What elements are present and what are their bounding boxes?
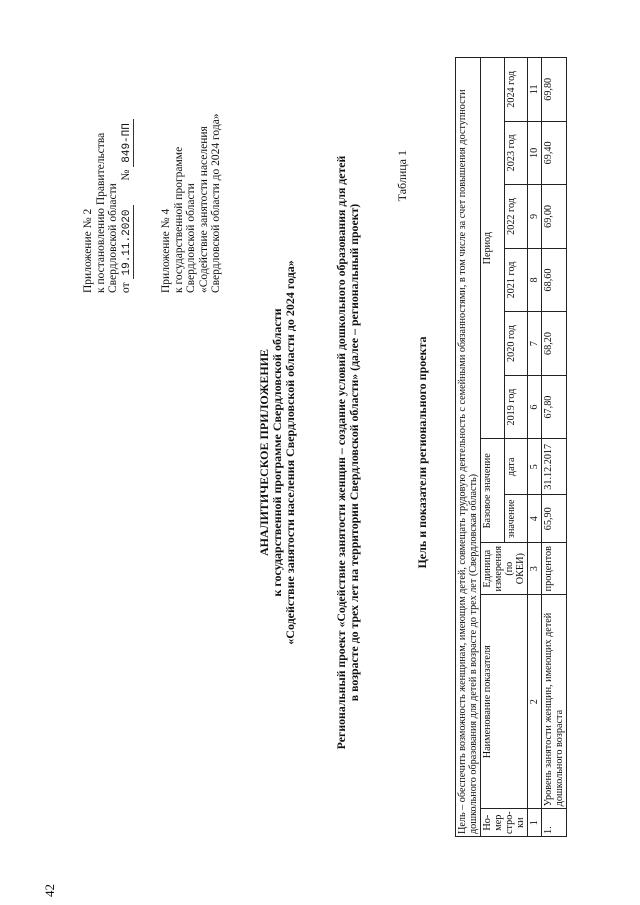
row-value: 67,80 — [542, 375, 567, 439]
table-label: Таблица 1 — [395, 150, 409, 202]
document-title — [258, 0, 297, 905]
header-unit: Единица измерения (по ОКЕИ) — [481, 543, 528, 595]
row-value: 69,80 — [542, 58, 567, 122]
header-period: Период — [481, 58, 505, 439]
column-number-row — [528, 58, 542, 837]
col-number: 8 — [528, 248, 542, 312]
header-base-date: дата — [504, 439, 528, 495]
title-line1: АНАЛИТИЧЕСКОЕ ПРИЛОЖЕНИЕ — [257, 349, 271, 557]
header-year: 2024 год — [504, 58, 528, 122]
row-name: Уровень занятости женщин, имеющих детей дошкольного возраста — [542, 595, 567, 809]
row-unit: процентов — [542, 543, 567, 595]
appendix-4-line3: Свердловской области — [185, 183, 197, 293]
col-number: 3 — [528, 543, 542, 595]
appendix-2-line1: Приложение № 2 — [82, 208, 94, 293]
col-number: 2 — [528, 595, 542, 809]
section-title: Цель и показатели регионального проекта — [415, 336, 429, 569]
appendix-2-block — [82, 119, 134, 293]
table-row — [542, 58, 567, 837]
title-line2: к государственной программе Свердловской области — [270, 308, 284, 597]
decree-date: 19.11.2020 — [121, 205, 134, 279]
title-line3: «Содействие занятости населения Свердловской области до 2024 года» — [283, 260, 297, 645]
row-value: 68,20 — [542, 312, 567, 376]
page-number: 42 — [42, 884, 57, 897]
col-number: 1 — [528, 809, 542, 837]
header-base-value: значение — [504, 495, 528, 543]
decree-number: 849-ПП — [121, 119, 134, 167]
appendix-2-date-line — [120, 119, 134, 293]
appendix-2-line3: Свердловской области — [107, 183, 119, 293]
col-number: 9 — [528, 185, 542, 249]
row-base-date: 31.12.2017 — [542, 439, 567, 495]
number-label: № — [119, 169, 132, 181]
header-year: 2023 год — [504, 121, 528, 185]
goal-cell: Цель – обеспечить возможность женщинам, имеющим детей, совмещать трудовую деятельность с семейными обязанностями, в том числе за счет повышения доступности дошкольного образования для детей в возрасте до трех лет (Свердловская область) — [456, 58, 481, 837]
project-line1: Региональный проект «Содействие занятости женщин – создание условий дошкольного образования для детей — [334, 155, 348, 750]
col-number: 11 — [528, 58, 542, 122]
appendix-4-line2: к государственной программе — [172, 146, 185, 293]
project-line2: в возрасте до трех лет на территории Свердловской области» (далее – региональный проект) — [347, 203, 361, 702]
appendix-4-line4: «Содействие занятости населения — [197, 126, 210, 293]
header-num: Но-мер стро-ки — [481, 809, 528, 837]
col-number: 6 — [528, 375, 542, 439]
row-value: 68,60 — [542, 248, 567, 312]
header-base: Базовое значение — [481, 439, 505, 543]
col-number: 4 — [528, 495, 542, 543]
indicators-table — [455, 57, 567, 837]
appendix-4-line1: Приложение № 4 — [160, 208, 172, 293]
row-num: 1. — [542, 809, 567, 837]
ot-label: от — [119, 282, 132, 293]
header-year: 2022 год — [504, 185, 528, 249]
header-year: 2019 год — [504, 375, 528, 439]
header-year: 2021 год — [504, 248, 528, 312]
appendix-4-line5: Свердловской области до 2024 года» — [210, 113, 222, 293]
row-value: 69,40 — [542, 121, 567, 185]
header-name: Наименование показателя — [481, 595, 528, 809]
header-year: 2020 год — [504, 312, 528, 376]
col-number: 5 — [528, 439, 542, 495]
appendix-2-line2: к постановлению Правительства — [94, 132, 107, 293]
col-number: 7 — [528, 312, 542, 376]
appendix-4-block — [160, 113, 223, 293]
project-heading — [335, 0, 361, 905]
col-number: 10 — [528, 121, 542, 185]
row-value: 69,00 — [542, 185, 567, 249]
row-base-value: 65,90 — [542, 495, 567, 543]
